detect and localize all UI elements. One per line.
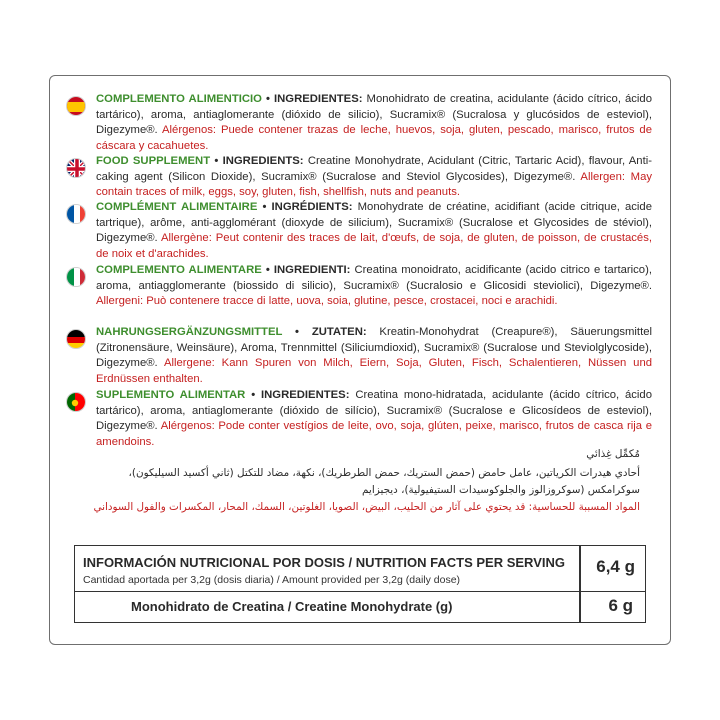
supplement-label: FOOD SUPPLEMENT <box>96 155 211 167</box>
supplement-label: SUPLEMENTO ALIMENTAR <box>96 389 246 401</box>
separator: • <box>257 201 272 213</box>
ingredients-text: Kreatin-Monohydrat (Creapure®), Säuerungsmittel (Zitronensäure, Weinsäure), Aroma, Trennmittel (Siliciumdioxid), Sucramix® (Sucralose und Steviolglycoside), Digezyme®. <box>96 326 653 369</box>
france-flag-icon <box>66 204 86 224</box>
supplement-label: COMPLEMENTO ALIMENTARE <box>96 264 262 276</box>
nutrition-table <box>74 545 646 623</box>
german-section <box>96 325 652 387</box>
nutrition-row-label: Monohidrato de Creatina / Creatine Monohydrate (g) <box>131 599 453 614</box>
table-divider <box>579 546 581 622</box>
arabic-title: مُكمِّل غِذائي <box>586 448 640 460</box>
portuguese-section <box>96 388 652 450</box>
spanish-section <box>96 92 652 154</box>
ingredients-text: Creatina mono-hidratada, acidulante (ácido cítrico, ácido tartárico), aroma, antiaglomerante (dióxido de silício), Sucramix® (Sucralose e Glicosídeos de esteviol), Digezyme®. <box>96 389 652 432</box>
supplement-label: NAHRUNGSERGÄNZUNGSMITTEL <box>96 326 283 338</box>
allergens-text: Alérgenos: Pode conter vestígios de leite, ovo, soja, glúten, peixe, marisco, frutos de casca rija e amendoins. <box>96 420 652 448</box>
allergens-text: Allergeni: Può contenere tracce di latte, uova, soia, glutine, pesce, crostacei, noci e arachidi. <box>96 295 558 307</box>
ingredients-title: ZUTATEN: <box>311 326 367 338</box>
separator: • <box>261 93 274 105</box>
supplement-label: COMPLEMENTO ALIMENTICIO <box>96 93 262 105</box>
spain-flag-icon <box>66 96 86 116</box>
allergens-text: Alérgenos: Puede contener trazas de leche, huevos, soja, gluten, pescado, marisco, frutos de cáscara y cacahuetes. <box>96 124 652 152</box>
nutrition-header-row <box>75 546 645 592</box>
separator: • <box>282 326 312 338</box>
ingredients-title: INGREDIENTI: <box>273 264 351 276</box>
allergens-text: Allergen: May contain traces of milk, eggs, soy, gluten, fish, shellfish, nuts and peanuts. <box>96 170 652 198</box>
serving-value: 6,4 g <box>596 557 635 576</box>
ingredients-text: Creatina monoidrato, acidificante (acido citrico e tartarico), aroma, antiagglomerante (biossido di silicio), Sucramix® (Sucralosio e Glicosidi steviolici), Digezyme®. <box>96 264 652 292</box>
separator: • <box>210 155 223 167</box>
ingredients-title: INGRÉDIENTS: <box>271 201 353 213</box>
ingredients-text: Creatine Monohydrate, Acidulant (Citric, Tartaric Acid), flavour, Anti-caking agent (Silicon Dioxide), Sucramix® (Sucralose and Steviol Glycosides), Digezyme®. <box>96 155 653 183</box>
arabic-allergens: المواد المسببة للحساسية: قد يحتوي على آثار من الحليب، البيض، الصويا، الغلوتين، السمك، المحار، المكسرات والفول السوداني <box>93 501 640 513</box>
germany-flag-icon <box>66 329 86 349</box>
ingredients-title: INGREDIENTES: <box>274 93 363 105</box>
nutrition-row <box>75 591 645 622</box>
separator: • <box>261 264 274 276</box>
allergens-text: Allergène: Peut contenir des traces de lait, d'œufs, de soja, de gluten, de poisson, de crustacés, de noix et d'arachides. <box>96 232 652 260</box>
english-section <box>96 154 652 201</box>
separator: • <box>245 389 261 401</box>
nutrition-header-subtitle: Cantidad aportada per 3,2g (dosis diaria) / Amount provided per 3,2g (daily dose) <box>83 574 461 586</box>
uk-flag-icon <box>66 158 86 178</box>
nutrition-header-title: INFORMACIÓN NUTRICIONAL POR DOSIS / NUTRITION FACTS PER SERVING <box>83 555 565 570</box>
arabic-ingredients-line2: سوكرامكس (سوكروزالوز والجلوكوسيدات الستيفيولية)، ديجيزايم <box>362 484 640 496</box>
ingredients-title: INGREDIENTES: <box>260 389 350 401</box>
ingredients-text: Monohydrate de créatine, acidifiant (acide citrique, acide tartrique), arôme, anti-agglomérant (dioxyde de silicium), Sucramix® (Sucralose et Glycosides de stéviol), Digezyme®. <box>96 201 652 244</box>
french-section <box>96 200 652 262</box>
supplement-label: COMPLÉMENT ALIMENTAIRE <box>96 201 258 213</box>
italy-flag-icon <box>66 267 86 287</box>
allergens-text: Allergene: Kann Spuren von Milch, Eiern, Soja, Gluten, Fisch, Schalentieren, Nüssen und Erdnüssen enthalten. <box>96 357 653 385</box>
italian-section <box>96 263 652 310</box>
ingredients-text: Monohidrato de creatina, acidulante (ácido cítrico, ácido tartárico), aroma, antiaglomerante (dióxido de silicio), Sucramix® (Sucralosa y glucósidos de esteviol), Digezyme®. <box>96 93 653 136</box>
portugal-flag-icon <box>66 392 86 412</box>
nutrition-row-value: 6 g <box>608 596 633 615</box>
arabic-ingredients-line1: أحادي هيدرات الكرياتين، عامل حامض (حمض الستريك، حمض الطرطريك)، نكهة، مضاد للتكتل (ثاني أكسيد السيليكون)، <box>128 467 640 479</box>
ingredients-title: INGREDIENTS: <box>222 155 304 167</box>
